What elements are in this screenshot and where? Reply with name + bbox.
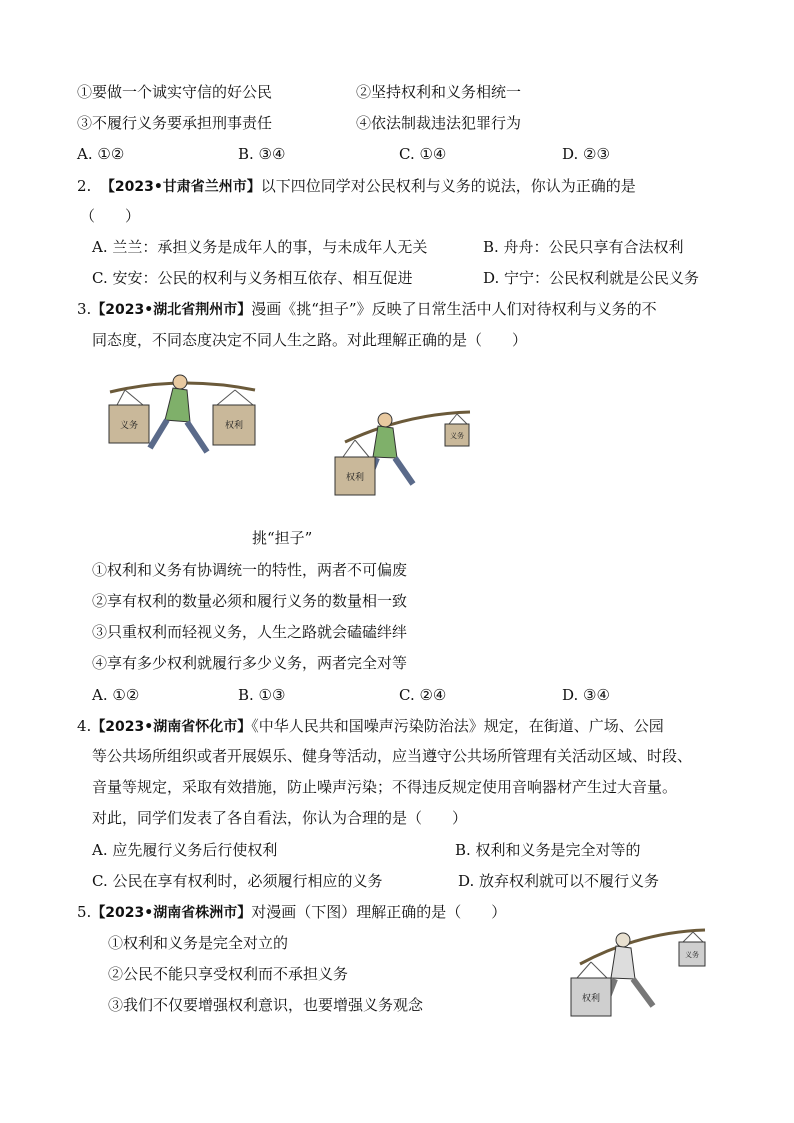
q5-number: 5. [77, 903, 92, 921]
q3-question-line1: 漫画《挑“担子”》反映了日常生活中人们对待权利与义务的不 [251, 300, 657, 318]
q4-stem [77, 716, 664, 737]
box-label-quanli-3: 权利 [581, 994, 601, 1004]
q3-choice-c: C. ②④ [399, 686, 447, 704]
q2-source-tag: 【2023•甘肃省兰州市】 [100, 179, 261, 195]
q3-statement-4: ④享有多少权利就履行多少义务，两者完全对等 [92, 654, 408, 672]
q5-statement-3: ③我们不仅要增强权利意识，也要增强义务观念 [108, 996, 424, 1014]
box-label-yiwu-3: 义务 [685, 951, 699, 959]
q1-choice-a: A. ①② [77, 145, 125, 163]
cartoon-unbalanced-carrier [325, 402, 485, 502]
q3-choice-b: B. ①③ [238, 686, 286, 704]
q3-statement-3: ③只重权利而轻视义务，人生之路就会磕磕绊绊 [92, 623, 408, 641]
box-label-yiwu-2: 义务 [450, 432, 464, 440]
q2-question: 以下四位同学对公民权利与义务的说法，你认为正确的是 [260, 177, 636, 195]
q2-choice-a: A. 兰兰：承担义务是成年人的事，与未成年人无关 [92, 238, 428, 256]
q4-question-line3: 音量等规定，采取有效措施，防止噪声污染；不得违反规定使用音响器材产生过大音量。 [92, 778, 678, 796]
box-label-quanli-2: 权利 [345, 473, 365, 483]
q3-choice-a: A. ①② [92, 686, 140, 704]
q3-question-line2: 同态度，不同态度决定不同人生之路。对此理解正确的是（ ） [92, 331, 528, 349]
cartoon-q5-carrier [565, 922, 715, 1022]
cartoon-balanced-carrier [95, 370, 270, 470]
q5-stem [77, 902, 506, 923]
q1-choice-c: C. ①④ [399, 145, 447, 163]
q1-option-1: ①要做一个诚实守信的好公民 [77, 83, 273, 101]
q2-choice-d: D. 宁宁：公民权利就是公民义务 [483, 269, 700, 287]
q2-number: 2. [77, 177, 92, 195]
box-label-yiwu-1: 义务 [119, 421, 139, 431]
q3-statement-1: ①权利和义务有协调统一的特性，两者不可偏废 [92, 561, 408, 579]
q4-choice-d: D. 放弃权利就可以不履行义务 [458, 872, 660, 890]
q3-choice-d: D. ③④ [562, 686, 610, 704]
q1-choice-d: D. ②③ [562, 145, 610, 163]
q1-option-3: ③不履行义务要承担刑事责任 [77, 114, 273, 132]
q3-stem [77, 299, 657, 320]
q3-source-tag: 【2023•湖北省荆州市】 [91, 302, 252, 318]
q3-number: 3. [77, 300, 92, 318]
q4-source-tag: 【2023•湖南省怀化市】 [91, 719, 252, 735]
q4-choice-b: B. 权利和义务是完全对等的 [455, 841, 641, 859]
q4-number: 4. [77, 717, 92, 735]
q4-question-line2: 等公共场所组织或者开展娱乐、健身等活动，应当遵守公共场所管理有关活动区域、时段、 [92, 747, 693, 765]
q4-choice-c: C. 公民在享有权利时，必须履行相应的义务 [92, 872, 383, 890]
cartoon-caption: 挑“担子” [252, 529, 313, 547]
q1-option-2: ②坚持权利和义务相统一 [356, 83, 522, 101]
q4-question-line1: 《中华人民共和国噪声污染防治法》规定，在街道、广场、公园 [251, 717, 664, 735]
q4-question-line4: 对此，同学们发表了各自看法，你认为合理的是（ ） [92, 809, 468, 827]
q5-statement-2: ②公民不能只享受权利而不承担义务 [108, 965, 349, 983]
q3-statement-2: ②享有权利的数量必须和履行义务的数量相一致 [92, 592, 408, 610]
q4-choice-a: A. 应先履行义务后行使权利 [92, 841, 278, 859]
q2-choice-c: C. 安安：公民的权利与义务相互依存、相互促进 [92, 269, 413, 287]
q1-choice-b: B. ③④ [238, 145, 286, 163]
q2-answer-blank: （ ） [80, 207, 141, 225]
q2-stem [77, 176, 636, 197]
q2-choice-b: B. 舟舟：公民只享有合法权利 [483, 238, 684, 256]
q5-source-tag: 【2023•湖南省株洲市】 [91, 905, 252, 921]
q5-statement-1: ①权利和义务是完全对立的 [108, 934, 289, 952]
q5-question: 对漫画（下图）理解正确的是（ ） [251, 903, 507, 921]
q1-option-4: ④依法制裁违法犯罪行为 [356, 114, 522, 132]
box-label-quanli-1: 权利 [224, 421, 244, 431]
